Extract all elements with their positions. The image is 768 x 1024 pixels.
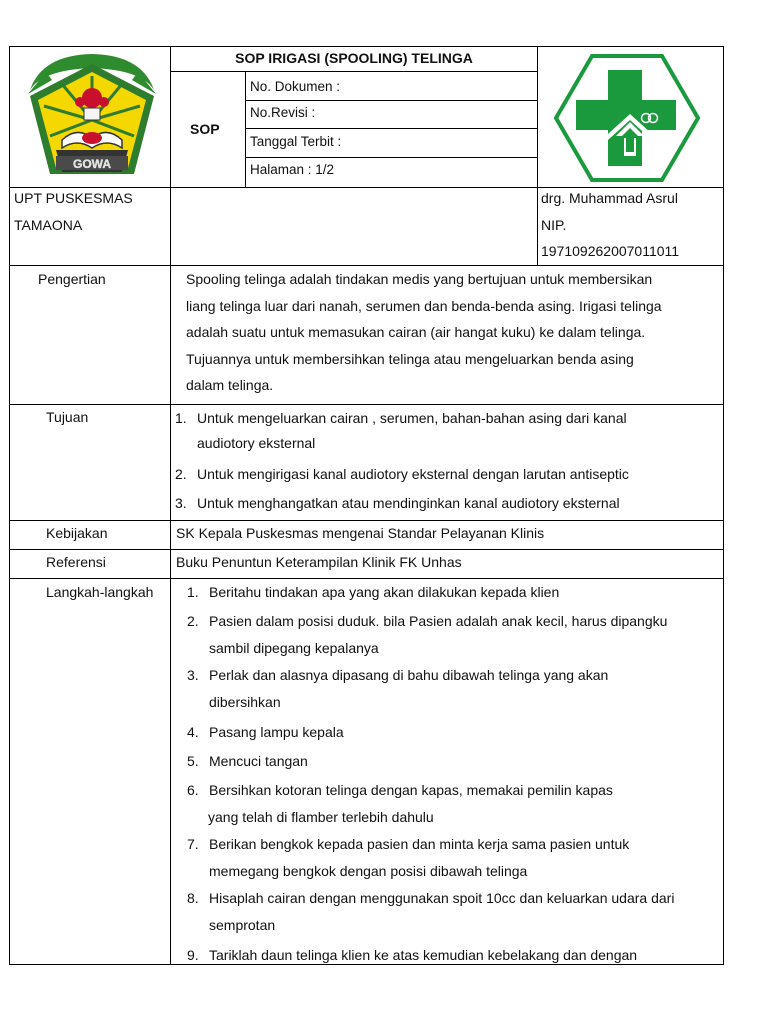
signer-name: drg. Muhammad Asrul [541,190,678,206]
grid-line [245,157,538,158]
list-text: Perlak dan alasnya dipasang di bahu dibawah telinga yang akan [209,667,609,683]
list-number: 1. [187,584,199,600]
grid-line [9,46,10,965]
list-number: 8. [187,890,199,906]
step-item [187,662,608,715]
pengertian-line: dalam telinga. [186,377,274,393]
pengertian-line: adalah suatu untuk memasukan cairan (air hangat kuku) ke dalam telinga. [186,324,646,340]
unit-name-line1: UPT PUSKESMAS [14,190,133,206]
grid-line [245,71,246,187]
grid-line [9,187,724,188]
grid-line [537,46,538,265]
list-number: 2. [175,466,187,482]
list-text: Tariklah daun telinga klien ke atas kemudian kebelakang dan dengan [209,947,638,963]
pengertian-text [186,266,662,399]
step-item [187,885,674,938]
pengertian-line: liang telinga luar dari nanah, serumen dan benda-benda asing. Irigasi telinga [186,297,662,314]
list-number: 9. [187,947,199,963]
field-halaman: Halaman : 1/2 [250,162,335,177]
list-number: 3. [187,667,199,683]
step-item [187,719,344,746]
grid-line [723,46,724,965]
referensi-text: Buku Penuntun Keterampilan Klinik FK Unhas [176,554,462,570]
list-text: Untuk menghangatkan atau mendinginkan kanal audiotory eksternal [197,495,620,511]
field-no-revisi: No.Revisi : [250,105,316,120]
list-text: Berikan bengkok kepada pasien dan minta kerja sama pasien untuk [209,836,630,852]
list-text-cont: memegang bengkok dengan posisi dibawah telinga [209,863,528,879]
grid-line [170,71,538,72]
step-item [187,831,629,884]
grid-line [245,128,538,129]
section-label-referensi: Referensi [46,554,106,570]
list-text-cont: dibersihkan [209,694,281,710]
field-no-dokumen: No. Dokumen : [250,79,341,94]
sop-label: SOP [190,121,220,137]
step-item [187,579,559,606]
section-label-kebijakan: Kebijakan [46,525,108,541]
list-text-cont: semprotan [209,917,276,933]
document-title: SOP IRIGASI (SPOOLING) TELINGA [235,50,473,66]
list-text-cont: audiotory eksternal [197,435,316,451]
list-number: 5. [187,753,199,769]
list-number: 6. [187,782,199,798]
gowa-emblem-logo [22,50,162,184]
list-text: Pasang lampu kepala [209,724,344,740]
unit-name-line2: TAMAONA [14,217,83,233]
list-text: Pasien dalam posisi duduk. bila Pasien adalah anak kecil, harus dipangku [209,613,668,629]
signer-nip: 197109262007011011 [541,243,680,259]
grid-line [170,46,171,965]
tujuan-item [175,461,629,488]
field-tanggal-terbit: Tanggal Terbit : [250,134,342,149]
signer-nip-label: NIP. [541,217,567,233]
list-text: Untuk mengirigasi kanal audiotory eksternal dengan larutan antiseptic [197,466,629,482]
grid-line [9,549,724,550]
section-label-tujuan: Tujuan [46,409,89,425]
list-number: 2. [187,613,199,629]
list-text: Hisaplah cairan dengan menggunakan spoit 10cc dan keluarkan udara dari [209,890,675,906]
step-item [187,608,667,661]
list-text: Mencuci tangan [209,753,308,769]
grid-line [245,100,538,101]
list-number: 4. [187,724,199,740]
list-number: 1. [175,410,187,426]
grid-line [9,520,724,521]
section-label-langkah: Langkah-langkah [46,584,154,600]
list-number: 7. [187,836,199,852]
list-text: Untuk mengeluarkan cairan , serumen, bahan-bahan asing dari kanal [197,410,627,426]
puskesmas-logo [552,52,702,184]
step-item [187,748,308,775]
step-item [187,777,613,830]
grid-line [9,46,724,47]
svg-text:GOWA: GOWA [73,157,111,171]
tujuan-item [175,405,627,454]
list-text: Beritahu tindakan apa yang akan dilakukan kepada klien [209,584,560,600]
list-text-cont: yang telah di flamber terlebih dahulu [208,809,434,825]
tujuan-item [175,490,620,517]
kebijakan-text: SK Kepala Puskesmas mengenai Standar Pelayanan Klinis [176,525,545,541]
step-item [187,942,637,969]
pengertian-line: Tujuannya untuk membersihkan telinga atau mengeluarkan benda asing [186,350,634,367]
pengertian-line: Spooling telinga adalah tindakan medis yang bertujuan untuk membersikan [186,271,653,287]
list-text-cont: sambil dipegang kepalanya [209,640,379,656]
section-label-pengertian: Pengertian [38,271,106,287]
list-number: 3. [175,495,187,511]
list-text: Bersihkan kotoran telinga dengan kapas, memakai pemilin kapas [209,782,613,798]
